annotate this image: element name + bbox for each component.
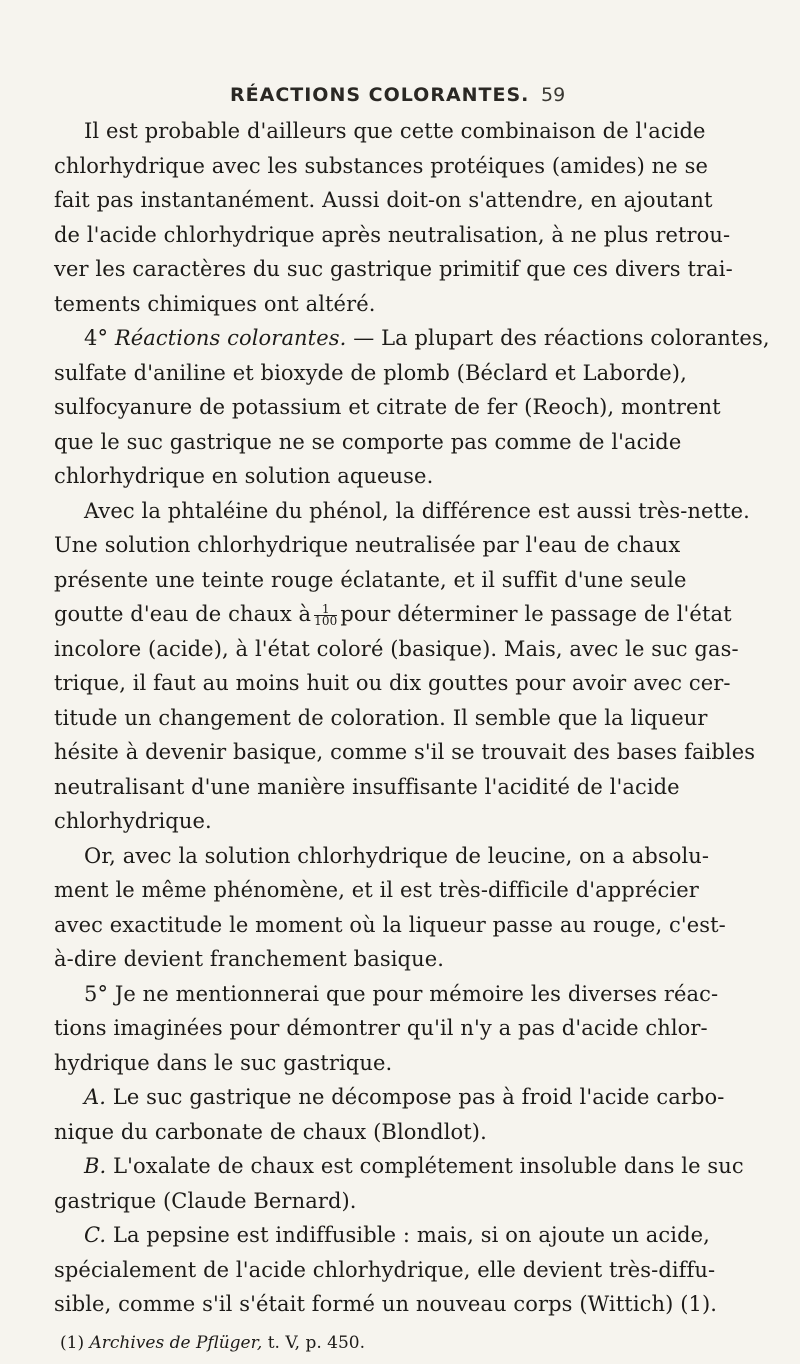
paragraph-line: trique, il faut au moins huit ou dix gouttes pour avoir avec cer- bbox=[54, 671, 731, 695]
paragraph-line: chlorhydrique en solution aqueuse. bbox=[54, 464, 434, 488]
paragraph-line: — La plupart des réactions colorantes, bbox=[353, 326, 770, 350]
paragraph-line: tements chimiques ont altéré. bbox=[54, 291, 376, 316]
paragraph-line: fait pas instantanément. Aussi doit-on s'attendre, en ajoutant bbox=[54, 188, 713, 212]
paragraph-line: ment le même phénomène, et il est très-difficile d'apprécier bbox=[54, 878, 699, 902]
item-letter: C. bbox=[84, 1223, 107, 1247]
footnote-source: Archives de Pflüger, bbox=[89, 1333, 263, 1353]
line-part: L'oxalate de chaux est complétement insoluble dans le suc bbox=[113, 1154, 744, 1178]
footnote-ref: t. V, p. 450. bbox=[267, 1333, 365, 1353]
paragraph-line: à-dire devient franchement basique. bbox=[54, 947, 445, 971]
line-part: La pepsine est indiffusible : mais, si on ajoute un acide, bbox=[112, 1223, 710, 1247]
paragraph-line: de l'acide chlorhydrique après neutralisation, à ne plus retrou- bbox=[54, 222, 731, 247]
paragraph-line: que le suc gastrique ne se comporte pas comme de l'acide bbox=[54, 429, 682, 454]
paragraph-line: ver les caractères du suc gastrique primitif que ces divers trai- bbox=[54, 257, 733, 281]
paragraph-line: sulfate d'aniline et bioxyde de plomb (Béclard et Laborde), bbox=[54, 360, 687, 385]
paragraph-line: 5° Je ne mentionnerai que pour mémoire les diverses réac- bbox=[84, 981, 719, 1006]
paragraph-line: incolore (acide), à l'état coloré (basique). Mais, avec le suc gas- bbox=[54, 636, 739, 661]
section-number: 4° bbox=[84, 326, 109, 350]
line-part: pour déterminer le passage de l'état bbox=[340, 602, 732, 626]
paragraph-line: Il est probable d'ailleurs que cette combinaison de l'acide bbox=[84, 119, 706, 143]
paragraph-line: hydrique dans le suc gastrique. bbox=[54, 1050, 393, 1075]
item-c-line bbox=[54, 1218, 744, 1253]
paragraph-line: hésite à devenir basique, comme s'il se trouvait des bases faibles bbox=[54, 740, 756, 764]
fraction-line bbox=[54, 597, 744, 632]
item-a-line bbox=[54, 1080, 744, 1115]
line-part: goutte d'eau de chaux à bbox=[54, 602, 312, 626]
fraction bbox=[314, 604, 337, 627]
paragraph-line: nique du carbonate de chaux (Blondlot). bbox=[54, 1119, 487, 1144]
paragraph-line: sible, comme s'il s'était formé un nouveau corps (Wittich) (1). bbox=[54, 1292, 718, 1316]
footnote-marker: (1) bbox=[60, 1333, 85, 1353]
section-title: Réactions colorantes. bbox=[114, 326, 347, 350]
paragraph-line: avec exactitude le moment où la liqueur passe au rouge, c'est- bbox=[54, 912, 726, 937]
paragraph-line: neutralisant d'une manière insuffisante l'acidité de l'acide bbox=[54, 774, 680, 799]
page-number: 59 bbox=[541, 84, 566, 106]
page-header bbox=[0, 84, 800, 110]
paragraph-line: Or, avec la solution chlorhydrique de leucine, on a absolu- bbox=[84, 843, 710, 868]
item-letter: B. bbox=[84, 1154, 107, 1178]
paragraph-line: Avec la phtaléine du phénol, la différence est aussi très-nette. bbox=[84, 498, 750, 523]
paragraph-line: chlorhydrique avec les substances protéiques (amides) ne se bbox=[54, 153, 708, 178]
line-part: Le suc gastrique ne décompose pas à froid l'acide carbo- bbox=[112, 1085, 725, 1109]
paragraph-line: gastrique (Claude Bernard). bbox=[54, 1188, 357, 1213]
footnote bbox=[60, 1331, 365, 1355]
paragraph-line: Une solution chlorhydrique neutralisée par l'eau de chaux bbox=[54, 533, 681, 557]
running-title: RÉACTIONS COLORANTES. bbox=[230, 84, 530, 106]
paragraph-line: chlorhydrique. bbox=[54, 809, 212, 833]
paragraph-line: tions imaginées pour démontrer qu'il n'y a pas d'acide chlor- bbox=[54, 1016, 708, 1040]
paragraph-line: présente une teinte rouge éclatante, et il suffit d'une seule bbox=[54, 567, 687, 592]
paragraph-line: titude un changement de coloration. Il semble que la liqueur bbox=[54, 705, 708, 730]
item-b-line bbox=[54, 1149, 744, 1184]
section-heading-line bbox=[54, 321, 770, 356]
fraction-numerator: 1 bbox=[314, 604, 337, 616]
item-letter: A. bbox=[84, 1085, 107, 1109]
fraction-denominator: 100 bbox=[314, 614, 338, 628]
paragraph-line: sulfocyanure de potassium et citrate de fer (Reoch), montrent bbox=[54, 395, 721, 419]
body-text bbox=[54, 114, 770, 1322]
paragraph-line: spécialement de l'acide chlorhydrique, elle devient très-diffu- bbox=[54, 1257, 716, 1282]
